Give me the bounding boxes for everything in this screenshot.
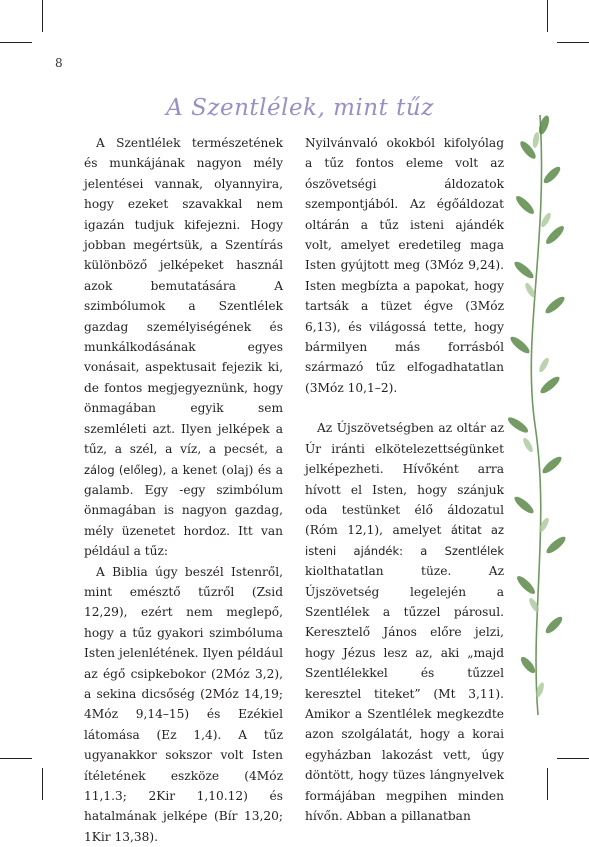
paragraph-text: átitat az isteni ajándék: a Szentlélek [305, 523, 504, 558]
crop-mark [0, 758, 32, 759]
paragraph-text: A Szentlélek természetének és munkájának nagyon mély jelentései vannak, olyannyira, hogy ezeket szavakkal nem igazán tudjuk kifejezni. Hogy jobban megértsük, a Szentírás különböző jelképeket használ azok bemutatására A szimbólumok a Szentlélek gazdag személyiségének és munkálkodásának egyes vonásait, aspektusait fejezik ki, de fontos megjegyeznünk, hogy önmagában egyik sem szemléleti azt. Ilyen jelképek a tűz, a szél, a víz, a pecsét, a [84, 136, 283, 457]
page-number: 8 [55, 56, 63, 70]
paragraph: A Biblia úgy beszél Istenről, mint emésztő tűzről (Zsid 12,29), ezért nem meglepő, hogy a tűz gyakori szimbóluma Isten jelenlétének. Ilyen például az égő csipkebokor (2Móz 3,2), a sekina dicsőség (2Móz 14,19; 4Móz 9,14–15) és Ezékiel látomása (Ez 1,4). A tűz ugyanakkor sokszor volt Isten ítéletének eszköze (4Móz 11,1.3; 2Kir 1,10.12) és hatalmának jelképe (Bír 13,20; 1Kir 13,38). [84, 564, 283, 844]
crop-mark [547, 0, 548, 32]
crop-mark [42, 0, 43, 32]
paragraph-text: , a kenet (olaj) és a galamb. Egy -egy szimbólum önmagában is nagyon gazdag, mély üzenetet hordoz. Itt van például a tűz: [84, 462, 283, 559]
paragraph [305, 418, 504, 826]
crop-mark [42, 768, 43, 800]
left-column [84, 133, 283, 847]
paragraph: Nyilvánvaló okokból kifolyólag a tűz fontos eleme volt az ószövetségi áldozatok szempontjából. Az égőáldozat oltárán a tűz isteni ajándék volt, amelyet eredetileg maga Isten gyújtott meg (3Móz 9,24). Isten megbízta a papokat, hogy tartsák a tüzet égve (3Móz 6,13), és világossá tette, hogy bármilyen más forrásból származó tűz elfogadhatatlan (3Móz 10,1–2). [305, 136, 504, 395]
crop-mark [547, 768, 548, 800]
crop-mark [0, 42, 32, 43]
crop-mark [557, 42, 589, 43]
leaf-branch-illustration [500, 95, 570, 720]
right-column [305, 133, 504, 826]
paragraph-text: kiolthatatlan tüze. Az Újszövetség legelején a Szentlélek a tűzzel párosul. Keresztelő János előre jelzi, hogy Jézus lesz az, aki „majd Szentlélekkel és tűzzel keresztel titeket” (Mt 3,11). Amikor a Szentlélek megkezdte azon szolgálatát, hogy a korai egyházban lakozást vett, úgy döntött, hogy tüzes lángnyelvek formájában megpihen minden hívőn. Abban a pillanatban [305, 564, 504, 823]
paragraph [84, 133, 283, 562]
crop-mark [557, 758, 589, 759]
page-title: A Szentlélek, mint tűz [166, 95, 434, 121]
paragraph-text: Az Újszövetségben az oltár az Úr iránti elkötelezettségünket jelképezheti. Hívőként arra hívott el Isten, hogy szánjuk oda testünket élő áldozatul (Róm 12,1), amelyet [305, 421, 504, 538]
paragraph-text: zálog (előleg) [84, 462, 163, 477]
